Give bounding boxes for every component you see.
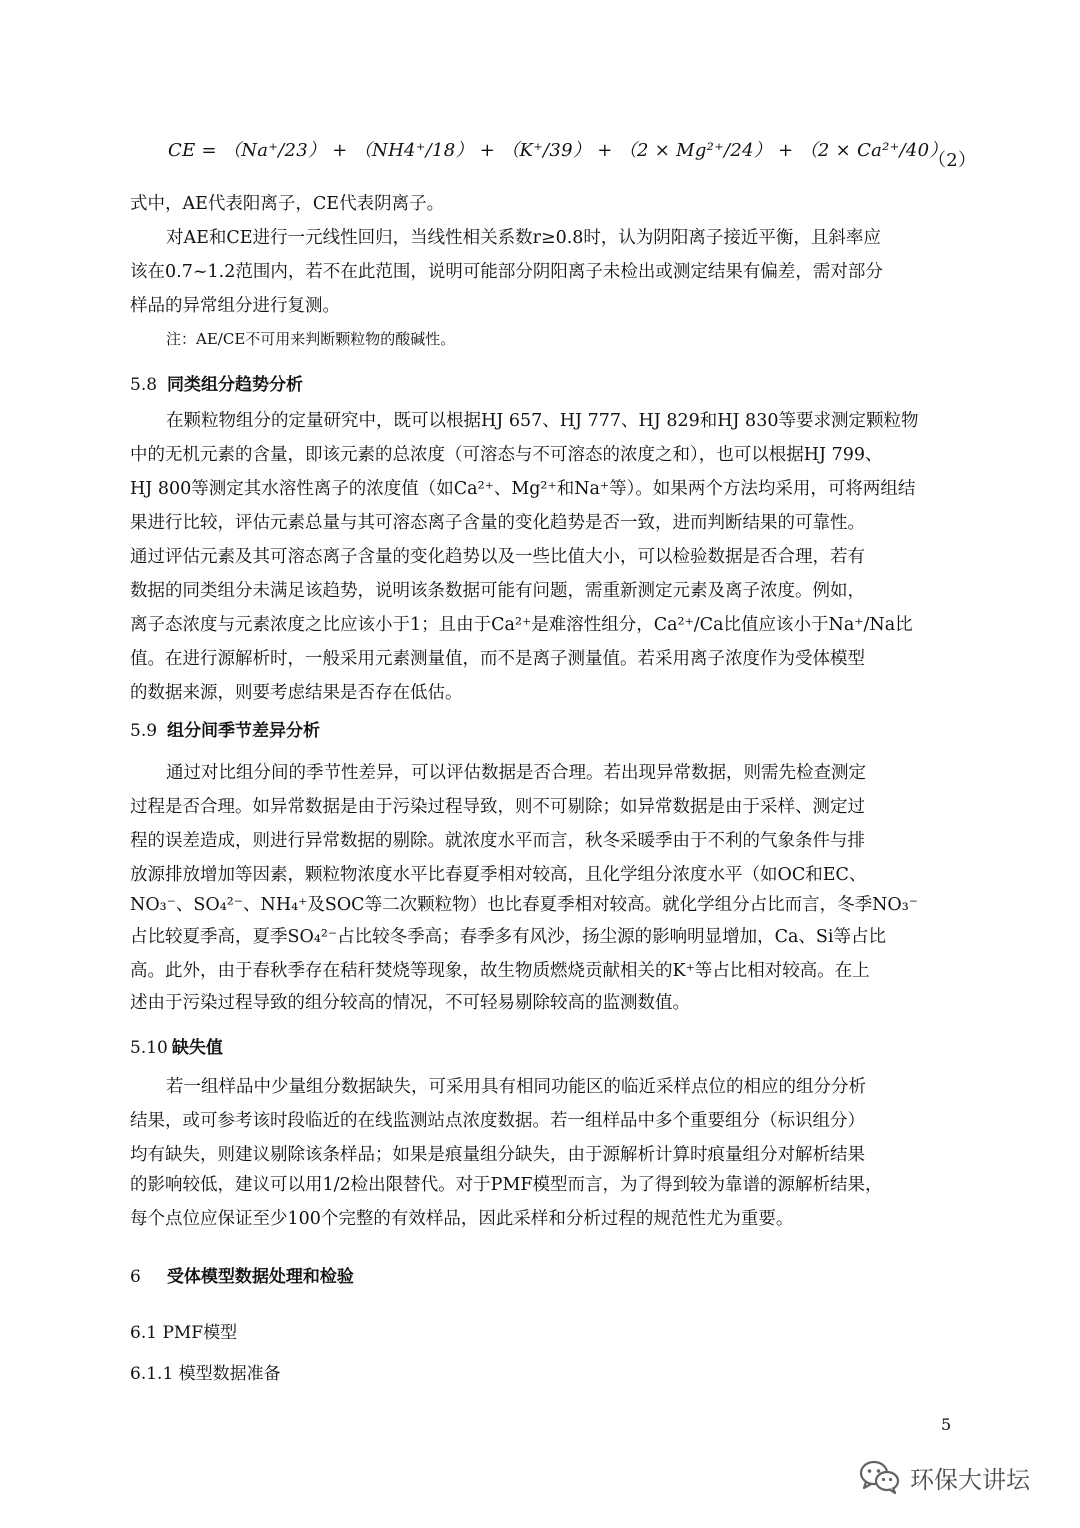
section-title: 受体模型数据处理和检验 — [166, 1267, 354, 1287]
section-title: 缺失值 — [171, 1038, 223, 1058]
section-heading-5-8 — [130, 370, 303, 395]
section-heading-6-1: 6.1 PMF模型 — [130, 1323, 238, 1343]
paragraph-line: 该在0.7~1.2范围内，若不在此范围，说明可能部分阴阳离子未检出或测定结果有偏差，需对部分 — [130, 262, 883, 282]
section-title: 组分间季节差异分析 — [167, 721, 321, 741]
formula-number: （2） — [928, 150, 977, 171]
section-number: 5.8 — [130, 375, 158, 395]
section-title: 同类组分趋势分析 — [167, 375, 304, 395]
paragraph-line: 离子态浓度与元素浓度之比应该小于1；且由于Ca²⁺是难溶性组分，Ca²⁺/Ca比值应该小于Na⁺/Na比 — [130, 615, 913, 635]
paragraph-line: 过程是否合理。如异常数据是由于污染过程导致，则不可剔除；如异常数据是由于采样、测定过 — [130, 797, 865, 817]
section-heading-6-1-1: 6.1.1 模型数据准备 — [130, 1364, 281, 1384]
paragraph-line: 结果，或可参考该时段临近的在线监测站点浓度数据。若一组样品中多个重要组分（标识组分） — [130, 1111, 865, 1131]
section-heading-6 — [130, 1262, 354, 1287]
paragraph-line: HJ 800等测定其水溶性离子的浓度值（如Ca²⁺、Mg²⁺和Na⁺等）。如果两个方法均采用，可将两组结 — [130, 479, 916, 499]
paragraph-line: NO₃⁻、SO₄²⁻、NH₄⁺及SOC等二次颗粒物）也比春夏季相对较高。就化学组分占比而言，冬季NO₃⁻ — [130, 895, 918, 915]
paragraph-line: 每个点位应保证至少100个完整的有效样品，因此采样和分析过程的规范性尤为重要。 — [130, 1209, 794, 1229]
paragraph-line: 的数据来源，则要考虑结果是否存在低估。 — [130, 683, 463, 703]
paragraph-line: 述由于污染过程导致的组分较高的情况，不可轻易剔除较高的监测数值。 — [130, 993, 690, 1013]
paragraph-line: 高。此外，由于春秋季存在秸秆焚烧等现象，故生物质燃烧贡献相关的K⁺等占比相对较高。在上 — [130, 961, 870, 981]
paragraph-line: 通过评估元素及其可溶态离子含量的变化趋势以及一些比值大小，可以检验数据是否合理，若有 — [130, 547, 865, 567]
paragraph-line: 均有缺失，则建议剔除该条样品；如果是痕量组分缺失，由于源解析计算时痕量组分对解析结果 — [130, 1145, 865, 1165]
paragraph-line: 若一组样品中少量组分数据缺失，可采用具有相同功能区的临近采样点位的相应的组分分析 — [166, 1077, 866, 1097]
paragraph-line: 通过对比组分间的季节性差异，可以评估数据是否合理。若出现异常数据，则需先检查测定 — [166, 763, 866, 783]
paragraph-line: 程的误差造成，则进行异常数据的剔除。就浓度水平而言，秋冬采暖季由于不利的气象条件与排 — [130, 831, 865, 851]
watermark-text: 环保大讲坛 — [910, 1465, 1030, 1494]
paragraph-line: 占比较夏季高，夏季SO₄²⁻占比较冬季高；春季多有风沙，扬尘源的影响明显增加，Ca、Si等占比 — [130, 927, 887, 947]
section-heading-5-9 — [130, 716, 320, 741]
paragraph-line: 样品的异常组分进行复测。 — [130, 296, 340, 316]
section-number: 5.10 — [130, 1038, 168, 1058]
section-heading-5-10 — [130, 1033, 223, 1058]
note: 注：AE/CE不可用来判断颗粒物的酸碱性。 — [166, 330, 456, 348]
formula-expression: CE = （Na⁺/23） + （NH4⁺/18） + （K⁺/39） + （2 × Mg²⁺/24） + （2 × Ca²⁺/40） — [168, 140, 948, 161]
paragraph-line: 式中，AE代表阳离子，CE代表阴离子。 — [130, 194, 445, 214]
paragraph-line: 对AE和CE进行一元线性回归，当线性相关系数r≥0.8时，认为阴阳离子接近平衡，且斜率应 — [166, 228, 881, 248]
section-number: 6 — [130, 1267, 141, 1287]
paragraph-line: 在颗粒物组分的定量研究中，既可以根据HJ 657、HJ 777、HJ 829和HJ 830等要求测定颗粒物 — [166, 411, 919, 431]
paragraph-line: 果进行比较，评估元素总量与其可溶态离子含量的变化趋势是否一致，进而判断结果的可靠性。 — [130, 513, 865, 533]
paragraph-line: 的影响较低，建议可以用1/2检出限替代。对于PMF模型而言，为了得到较为靠谱的源解析结果， — [130, 1175, 883, 1195]
section-number: 5.9 — [130, 721, 158, 741]
formula-ce — [0, 136, 1080, 171]
paragraph-line: 放源排放增加等因素，颗粒物浓度水平比春夏季相对较高，且化学组分浓度水平（如OC和EC、 — [130, 865, 867, 885]
page-number: 5 — [941, 1415, 952, 1434]
watermark — [858, 1452, 1058, 1502]
wechat-icon — [858, 1458, 902, 1496]
paragraph-line: 中的无机元素的含量，即该元素的总浓度（可溶态与不可溶态的浓度之和），也可以根据HJ 799、 — [130, 445, 883, 465]
paragraph-line: 值。在进行源解析时，一般采用元素测量值，而不是离子测量值。若采用离子浓度作为受体模型 — [130, 649, 865, 669]
paragraph-line: 数据的同类组分未满足该趋势，说明该条数据可能有问题，需重新测定元素及离子浓度。例如， — [130, 581, 865, 601]
